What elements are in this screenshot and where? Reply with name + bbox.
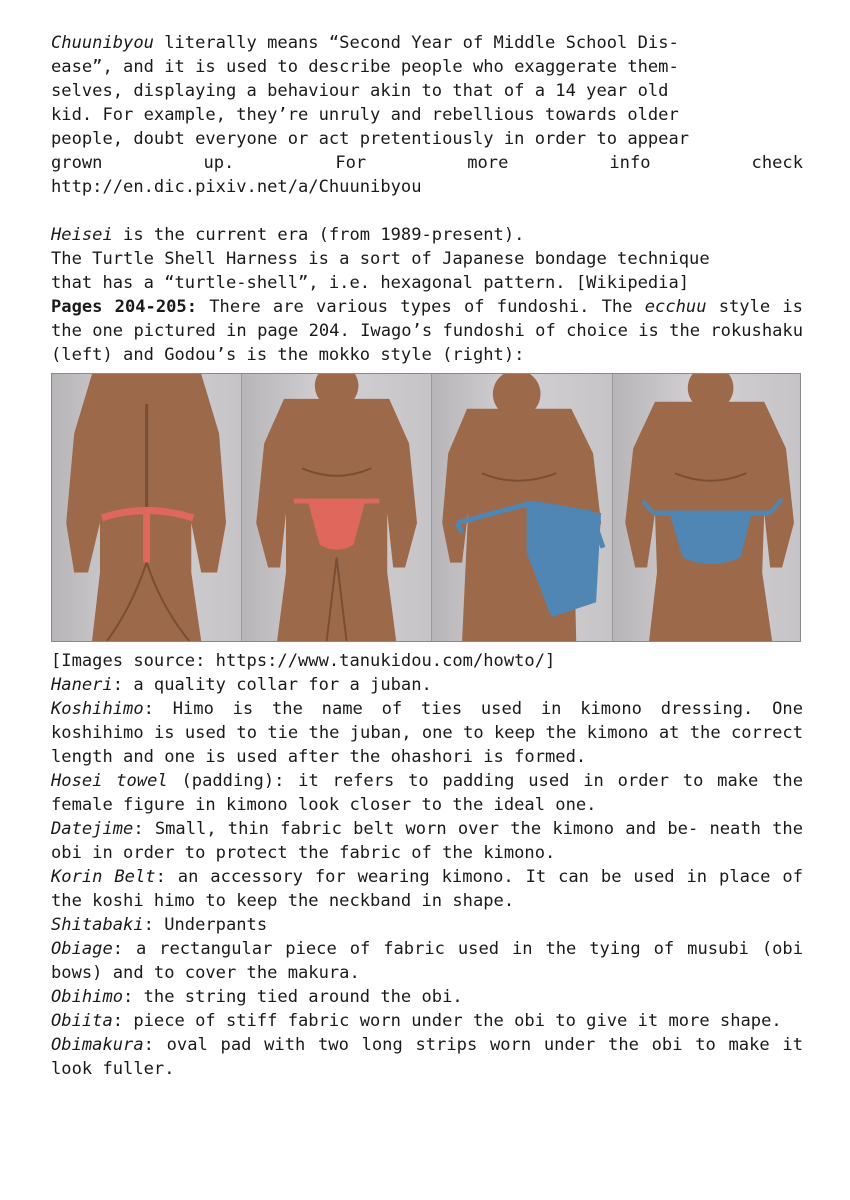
term-chuunibyou: Chuunibyou [51,33,154,53]
chuunibyou-line-1: Chuunibyou literally means “Second Year of Middle School Dis- [51,33,679,53]
glossary-entry [51,937,803,985]
glossary-definition: : piece of stiff fabric worn under the obi to give it more shape. [112,1011,782,1031]
glossary-term: Datejime [51,819,134,839]
glossary-entry [51,673,803,697]
mokko-apron-figure [432,374,611,641]
rokushaku-back-figure [52,374,241,641]
glossary-definition: (padding): it refers to padding used in order to make the female figure in kimono look closer to the ideal one. [51,771,803,815]
chuunibyou-paragraph [51,31,803,151]
glossary-term: Hosei towel [51,771,168,791]
chuunibyou-line-5: people, doubt everyone or act pretentiously in order to appear [51,129,690,149]
glossary-definition: : an accessory for wearing kimono. It can be used in place of the koshi himo to keep the neckband in shape. [51,867,803,911]
glossary-entry [51,865,803,913]
glossary-term: Obiita [51,1011,113,1031]
glossary-definition: : Underpants [143,915,268,935]
glossary-term: Obiage [51,939,113,959]
pages-204-205-paragraph: Pages 204-205: There are various types of fundoshi. The ecchuu style is the one pictured in page 204. Iwago’s fundoshi of choice is the rokushaku (left) and Godou’s is the mokko style (right): [51,297,803,365]
glossary-definition: : the string tied around the obi. [123,987,463,1007]
glossary-term: Korin Belt [51,867,156,887]
glossary-entry [51,769,803,817]
glossary-term: Obihimo [51,987,124,1007]
turtle-shell-line-2: that has a “turtle-shell”, i.e. hexagonal pattern. [Wikipedia] [51,273,690,293]
photo-rokushaku-front [242,374,432,641]
turtle-shell-paragraph [51,247,803,295]
glossary-definition: : Himo is the name of ties used in kimono dressing. One koshihimo is used to tie the juban, one to keep the kimono at the correct length and one is used after the ohashori is formed. [51,699,803,767]
fundoshi-photo-strip [51,373,801,642]
glossary-term: Koshihimo [51,699,144,719]
term-heisei: Heisei [51,225,113,245]
document-page [51,31,803,1081]
glossary-entry [51,697,803,769]
glossary-definition: : a quality collar for a juban. [112,675,432,695]
glossary-list [51,673,803,1081]
chuunibyou-line-4: kid. For example, they’re unruly and rebellious towards older [51,105,679,125]
glossary-term: Obimakura [51,1035,144,1055]
glossary-entry [51,913,803,937]
glossary-term: Shitabaki [51,915,144,935]
image-source-caption: [Images source: https://www.tanukidou.com/howto/] [51,651,556,671]
glossary-definition: : a rectangular piece of fabric used in the tying of musubi (obi bows) and to cover the makura. [51,939,803,983]
glossary-entry [51,817,803,865]
rokushaku-front-figure [242,374,431,641]
glossary-definition: : oval pad with two long strips worn under the obi to make it look fuller. [51,1035,803,1079]
glossary-entry [51,985,803,1009]
glossary-entry [51,1033,803,1081]
mokko-front-figure [613,374,800,641]
photo-mokko-apron [432,374,612,641]
glossary-entry [51,1009,803,1033]
chuunibyou-link[interactable]: http://en.dic.pixiv.net/a/Chuunibyou [51,177,422,197]
glossary-definition: : Small, thin fabric belt worn over the kimono and be- neath the obi in order to protect the fabric of the kimono. [51,819,803,863]
chuunibyou-line-3: selves, displaying a behaviour akin to that of a 14 year old [51,81,669,101]
turtle-shell-line-1: The Turtle Shell Harness is a sort of Japanese bondage technique [51,249,710,269]
heisei-paragraph: Heisei is the current era (from 1989-present). [51,225,525,245]
photo-rokushaku-back [52,374,242,641]
paragraph-gap [51,199,803,223]
pages-label: Pages 204-205: [51,297,198,317]
chuunibyou-line-2: ease”, and it is used to describe people who exaggerate them- [51,57,679,77]
glossary-term: Haneri [51,675,113,695]
term-ecchuu: ecchuu [644,297,707,317]
photo-mokko-front [613,374,800,641]
chuunibyou-line-6: grown up. For more info check [51,153,803,173]
